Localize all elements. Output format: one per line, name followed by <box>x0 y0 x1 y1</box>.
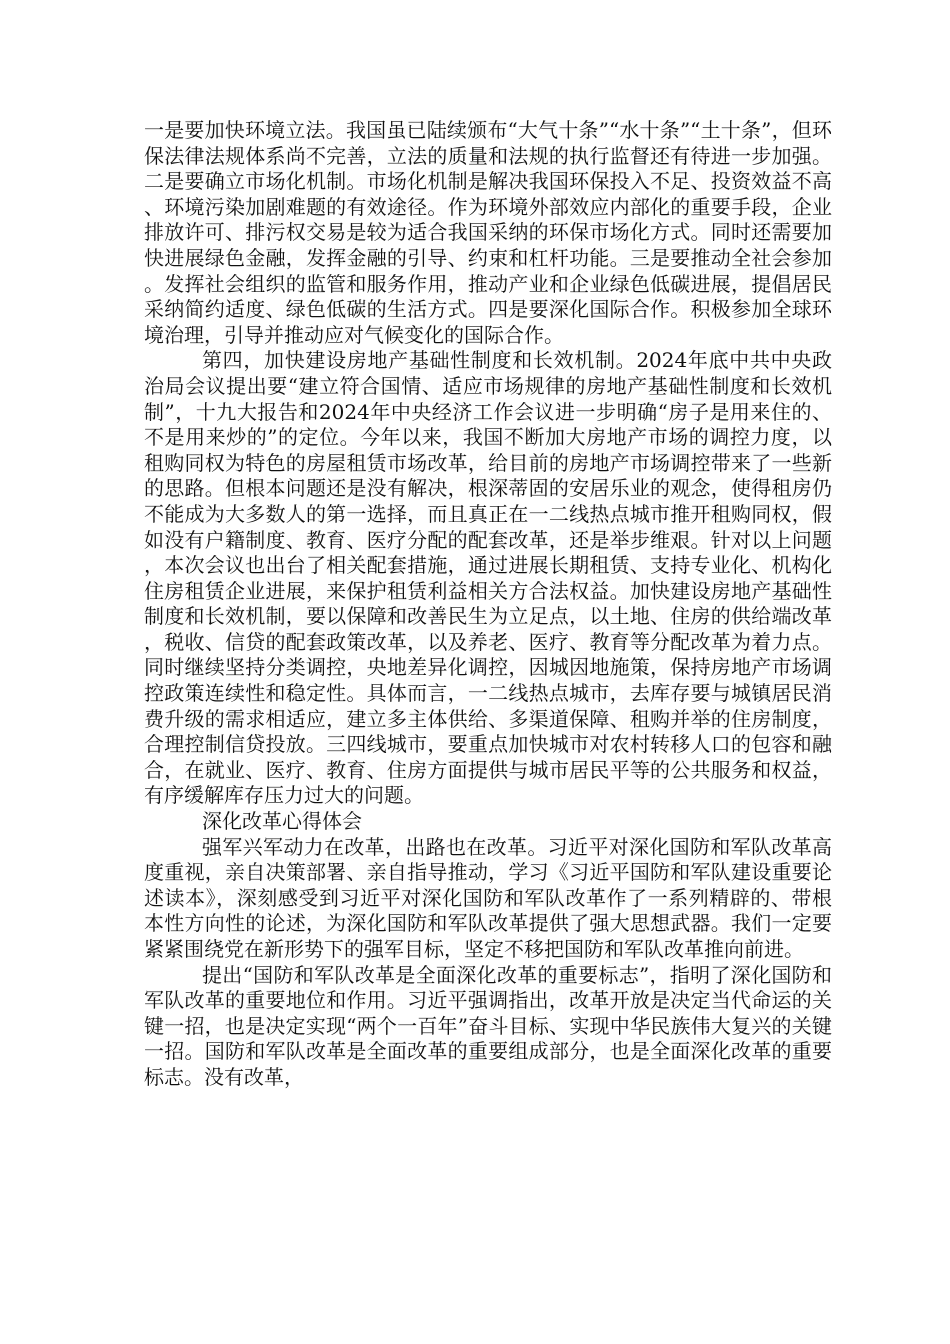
paragraph-environment-legislation: 一是要加快环境立法。我国虽已陆续颁布“大气十条”“水十条”“土十条”，但环保法律法规体系尚不完善，立法的质量和法规的执行监督还有待进一步加强。二是要确立市场化机制。市场化机制是解决我国环保投入不足、投资效益不高、环境污染加剧难题的有效途径。作为环境外部效应内部化的重要手段，企业排放许可、排污权交易是较为适合我国采纳的环保市场化方式。同时还需要加快进展绿色金融，发挥金融的引导、约束和杠杆功能。三是要推动全社会参加。发挥社会组织的监管和服务作用，推动产业和企业绿色低碳进展，提倡居民采纳简约适度、绿色低碳的生活方式。四是要深化国际合作。积极参加全球环境治理，引导并推动应对气候变化的国际合作。 <box>144 118 832 347</box>
document-body <box>144 118 832 1091</box>
paragraph-reform-significance: 提出“国防和军队改革是全面深化改革的重要标志”，指明了深化国防和军队改革的重要地位和作用。习近平强调指出，改革开放是决定当代命运的关键一招，也是决定实现“两个一百年”奋斗目标、实现中华民族伟大复兴的关键一招。国防和军队改革是全面改革的重要组成部分，也是全面深化改革的重要标志。没有改革， <box>144 962 832 1089</box>
section-heading: 深化改革心得体会 <box>202 809 362 834</box>
paragraph-military-reform: 强军兴军动力在改革，出路也在改革。习近平对深化国防和军队改革高度重视，亲自决策部署、亲自指导推动，学习《习近平国防和军队建设重要论述读本》，深刻感受到习近平对深化国防和军队改革作了一系列精辟的、带根本性方向性的论述，为深化国防和军队改革提供了强大思想武器。我们一定要紧紧围绕党在新形势下的强军目标，坚定不移把国防和军队改革推向前进。 <box>144 834 832 961</box>
paragraph-real-estate: 第四，加快建设房地产基础性制度和长效机制。2024年底中共中央政治局会议提出要“建立符合国情、适应市场规律的房地产基础性制度和长效机制”，十九大报告和2024年中央经济工作会议进一步明确“房子是用来住的、不是用来炒的”的定位。今年以来，我国不断加大房地产市场的调控力度，以租购同权为特色的房屋租赁市场改革，给目前的房地产市场调控带来了一些新的思路。但根本问题还是没有解决，根深蒂固的安居乐业的观念，使得租房仍不能成为大多数人的第一选择，而且真正在一二线热点城市推开租购同权，假如没有户籍制度、教育、医疗分配的配套改革，还是举步维艰。针对以上问题，本次会议也出台了相关配套措施，通过进展长期租赁、支持专业化、机构化住房租赁企业进展，来保护租赁利益相关方合法权益。加快建设房地产基础性制度和长效机制，要以保障和改善民生为立足点，以土地、住房的供给端改革，税收、信贷的配套政策改革，以及养老、医疗、教育等分配改革为着力点。同时继续坚持分类调控，央地差异化调控，因城因地施策，保持房地产市场调控政策连续性和稳定性。具体而言，一二线热点城市，去库存要与城镇居民消费升级的需求相适应，建立多主体供给、多渠道保障、租购并举的住房制度，合理控制信贷投放。三四线城市，要重点加快城市对农村转移人口的包容和融合，在就业、医疗、教育、住房方面提供与城市居民平等的公共服务和权益，有序缓解库存压力过大的问题。 <box>144 348 832 808</box>
